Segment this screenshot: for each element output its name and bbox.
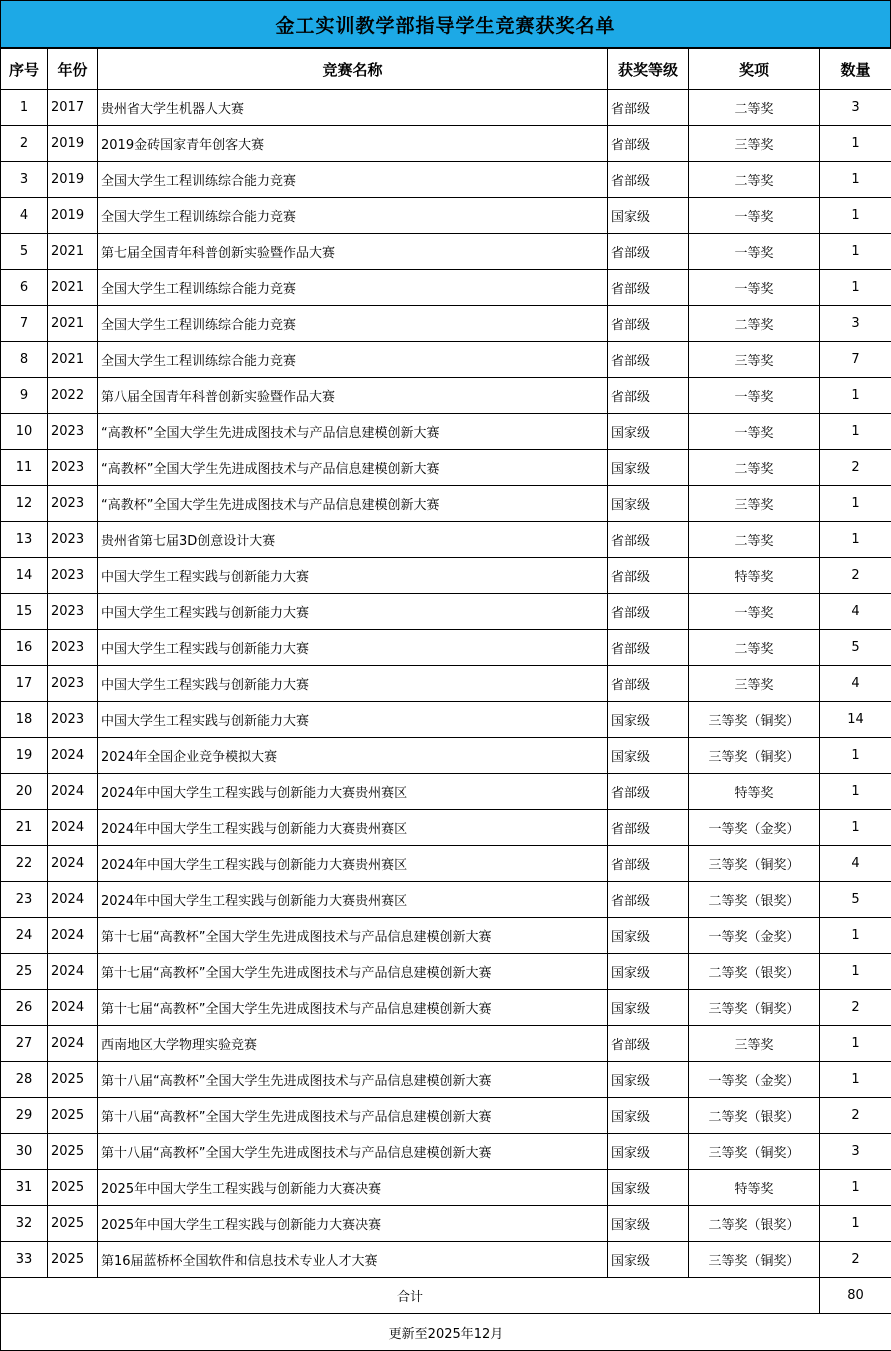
cell-year: 2019 [48, 198, 98, 234]
cell-award: 一等奖 [689, 594, 820, 630]
cell-award: 一等奖（金奖） [689, 810, 820, 846]
cell-level: 国家级 [608, 990, 689, 1026]
cell-no: 15 [1, 594, 48, 630]
table-row [1, 414, 891, 450]
cell-award: 三等奖 [689, 126, 820, 162]
cell-award: 三等奖（铜奖） [689, 702, 820, 738]
cell-award: 一等奖（金奖） [689, 1062, 820, 1098]
cell-count: 1 [820, 198, 891, 234]
cell-name: “高教杯”全国大学生先进成图技术与产品信息建模创新大赛 [98, 486, 608, 522]
table-row [1, 1170, 891, 1206]
cell-award: 二等奖 [689, 162, 820, 198]
cell-year: 2025 [48, 1134, 98, 1170]
header-award: 奖项 [689, 49, 820, 90]
cell-no: 1 [1, 90, 48, 126]
cell-level: 国家级 [608, 1134, 689, 1170]
cell-year: 2023 [48, 558, 98, 594]
cell-award: 一等奖 [689, 198, 820, 234]
cell-count: 2 [820, 1098, 891, 1134]
cell-award: 三等奖（铜奖） [689, 846, 820, 882]
table-row [1, 990, 891, 1026]
table-row [1, 882, 891, 918]
header-year: 年份 [48, 49, 98, 90]
cell-name: 2024年中国大学生工程实践与创新能力大赛贵州赛区 [98, 774, 608, 810]
cell-count: 14 [820, 702, 891, 738]
update-note: 更新至2025年12月 [1, 1314, 891, 1351]
table-row [1, 486, 891, 522]
cell-count: 1 [820, 378, 891, 414]
cell-name: 第十八届“高教杯”全国大学生先进成图技术与产品信息建模创新大赛 [98, 1062, 608, 1098]
cell-year: 2024 [48, 738, 98, 774]
cell-no: 13 [1, 522, 48, 558]
cell-level: 国家级 [608, 702, 689, 738]
cell-award: 特等奖 [689, 774, 820, 810]
cell-count: 1 [820, 1170, 891, 1206]
cell-year: 2025 [48, 1206, 98, 1242]
table-row [1, 270, 891, 306]
cell-award: 一等奖 [689, 270, 820, 306]
table-row [1, 1098, 891, 1134]
cell-level: 省部级 [608, 810, 689, 846]
cell-award: 特等奖 [689, 1170, 820, 1206]
cell-year: 2023 [48, 450, 98, 486]
cell-no: 7 [1, 306, 48, 342]
cell-level: 国家级 [608, 1206, 689, 1242]
cell-count: 1 [820, 954, 891, 990]
table-row [1, 342, 891, 378]
cell-no: 33 [1, 1242, 48, 1278]
cell-year: 2024 [48, 810, 98, 846]
cell-year: 2023 [48, 486, 98, 522]
cell-name: 2024年中国大学生工程实践与创新能力大赛贵州赛区 [98, 882, 608, 918]
cell-count: 4 [820, 594, 891, 630]
cell-award: 三等奖（铜奖） [689, 1242, 820, 1278]
cell-name: 全国大学生工程训练综合能力竞赛 [98, 198, 608, 234]
cell-year: 2024 [48, 1026, 98, 1062]
table-row [1, 306, 891, 342]
cell-year: 2023 [48, 666, 98, 702]
cell-level: 国家级 [608, 198, 689, 234]
cell-no: 24 [1, 918, 48, 954]
cell-level: 省部级 [608, 270, 689, 306]
cell-no: 14 [1, 558, 48, 594]
cell-no: 9 [1, 378, 48, 414]
cell-year: 2022 [48, 378, 98, 414]
table-row [1, 126, 891, 162]
cell-year: 2025 [48, 1062, 98, 1098]
cell-no: 22 [1, 846, 48, 882]
cell-award: 三等奖 [689, 486, 820, 522]
cell-level: 国家级 [608, 1170, 689, 1206]
cell-no: 10 [1, 414, 48, 450]
cell-award: 一等奖（金奖） [689, 918, 820, 954]
cell-no: 28 [1, 1062, 48, 1098]
cell-year: 2024 [48, 774, 98, 810]
cell-award: 二等奖 [689, 630, 820, 666]
cell-year: 2023 [48, 630, 98, 666]
cell-level: 国家级 [608, 450, 689, 486]
cell-level: 省部级 [608, 342, 689, 378]
cell-count: 1 [820, 810, 891, 846]
cell-no: 31 [1, 1170, 48, 1206]
total-row [1, 1278, 891, 1314]
cell-name: 贵州省大学生机器人大赛 [98, 90, 608, 126]
cell-name: 第七届全国青年科普创新实验暨作品大赛 [98, 234, 608, 270]
cell-level: 省部级 [608, 162, 689, 198]
award-table [0, 48, 891, 1351]
cell-name: 全国大学生工程训练综合能力竞赛 [98, 270, 608, 306]
cell-year: 2024 [48, 954, 98, 990]
cell-award: 二等奖 [689, 90, 820, 126]
cell-year: 2025 [48, 1242, 98, 1278]
cell-name: 中国大学生工程实践与创新能力大赛 [98, 630, 608, 666]
cell-count: 4 [820, 846, 891, 882]
cell-name: 全国大学生工程训练综合能力竞赛 [98, 342, 608, 378]
cell-level: 省部级 [608, 90, 689, 126]
cell-level: 国家级 [608, 486, 689, 522]
cell-year: 2021 [48, 306, 98, 342]
cell-count: 1 [820, 162, 891, 198]
cell-no: 20 [1, 774, 48, 810]
cell-name: 第十七届“高教杯”全国大学生先进成图技术与产品信息建模创新大赛 [98, 990, 608, 1026]
cell-level: 省部级 [608, 306, 689, 342]
cell-count: 2 [820, 990, 891, 1026]
table-row [1, 1242, 891, 1278]
total-value: 80 [820, 1278, 891, 1314]
table-row [1, 954, 891, 990]
cell-level: 国家级 [608, 1242, 689, 1278]
table-row [1, 738, 891, 774]
cell-no: 16 [1, 630, 48, 666]
cell-award: 二等奖（银奖） [689, 882, 820, 918]
cell-count: 1 [820, 270, 891, 306]
cell-level: 省部级 [608, 594, 689, 630]
cell-count: 1 [820, 1026, 891, 1062]
cell-year: 2023 [48, 594, 98, 630]
cell-award: 二等奖（银奖） [689, 1206, 820, 1242]
cell-no: 18 [1, 702, 48, 738]
cell-no: 4 [1, 198, 48, 234]
cell-year: 2023 [48, 414, 98, 450]
cell-year: 2021 [48, 342, 98, 378]
cell-name: 第十七届“高教杯”全国大学生先进成图技术与产品信息建模创新大赛 [98, 918, 608, 954]
cell-no: 8 [1, 342, 48, 378]
cell-level: 省部级 [608, 378, 689, 414]
cell-name: 贵州省第七届3D创意设计大赛 [98, 522, 608, 558]
cell-no: 21 [1, 810, 48, 846]
cell-level: 国家级 [608, 1098, 689, 1134]
header-count: 数量 [820, 49, 891, 90]
cell-level: 省部级 [608, 846, 689, 882]
cell-award: 二等奖 [689, 522, 820, 558]
cell-no: 29 [1, 1098, 48, 1134]
cell-no: 17 [1, 666, 48, 702]
table-row [1, 810, 891, 846]
cell-level: 省部级 [608, 666, 689, 702]
sheet-title: 金工实训教学部指导学生竞赛获奖名单 [0, 0, 891, 48]
cell-count: 3 [820, 306, 891, 342]
table-row [1, 1062, 891, 1098]
cell-year: 2024 [48, 990, 98, 1026]
cell-count: 1 [820, 486, 891, 522]
cell-no: 32 [1, 1206, 48, 1242]
cell-year: 2024 [48, 882, 98, 918]
cell-name: 2024年中国大学生工程实践与创新能力大赛贵州赛区 [98, 846, 608, 882]
table-row [1, 522, 891, 558]
cell-year: 2021 [48, 234, 98, 270]
cell-name: 2025年中国大学生工程实践与创新能力大赛决赛 [98, 1170, 608, 1206]
table-row [1, 918, 891, 954]
cell-name: 第八届全国青年科普创新实验暨作品大赛 [98, 378, 608, 414]
cell-level: 省部级 [608, 126, 689, 162]
cell-no: 19 [1, 738, 48, 774]
cell-year: 2019 [48, 126, 98, 162]
cell-award: 二等奖 [689, 306, 820, 342]
cell-count: 5 [820, 882, 891, 918]
cell-award: 特等奖 [689, 558, 820, 594]
cell-no: 11 [1, 450, 48, 486]
cell-award: 三等奖（铜奖） [689, 990, 820, 1026]
header-no: 序号 [1, 49, 48, 90]
table-row [1, 450, 891, 486]
cell-year: 2021 [48, 270, 98, 306]
cell-year: 2023 [48, 522, 98, 558]
cell-year: 2025 [48, 1098, 98, 1134]
cell-level: 省部级 [608, 774, 689, 810]
cell-name: “高教杯”全国大学生先进成图技术与产品信息建模创新大赛 [98, 414, 608, 450]
cell-award: 三等奖 [689, 1026, 820, 1062]
cell-count: 1 [820, 1206, 891, 1242]
cell-level: 国家级 [608, 918, 689, 954]
cell-award: 三等奖 [689, 666, 820, 702]
cell-award: 一等奖 [689, 234, 820, 270]
cell-no: 5 [1, 234, 48, 270]
cell-count: 1 [820, 234, 891, 270]
cell-award: 二等奖 [689, 450, 820, 486]
cell-name: 2019金砖国家青年创客大赛 [98, 126, 608, 162]
cell-award: 二等奖（银奖） [689, 1098, 820, 1134]
cell-count: 2 [820, 1242, 891, 1278]
cell-year: 2025 [48, 1170, 98, 1206]
header-level: 获奖等级 [608, 49, 689, 90]
table-row [1, 198, 891, 234]
cell-name: 中国大学生工程实践与创新能力大赛 [98, 558, 608, 594]
cell-no: 3 [1, 162, 48, 198]
cell-level: 省部级 [608, 1026, 689, 1062]
cell-level: 国家级 [608, 414, 689, 450]
cell-year: 2017 [48, 90, 98, 126]
cell-count: 4 [820, 666, 891, 702]
cell-no: 2 [1, 126, 48, 162]
cell-count: 3 [820, 90, 891, 126]
table-row [1, 162, 891, 198]
cell-level: 省部级 [608, 882, 689, 918]
cell-no: 25 [1, 954, 48, 990]
table-row [1, 594, 891, 630]
cell-name: 第16届蓝桥杯全国软件和信息技术专业人才大赛 [98, 1242, 608, 1278]
cell-no: 6 [1, 270, 48, 306]
cell-count: 2 [820, 450, 891, 486]
cell-name: 2024年中国大学生工程实践与创新能力大赛贵州赛区 [98, 810, 608, 846]
cell-award: 二等奖（银奖） [689, 954, 820, 990]
table-row [1, 234, 891, 270]
cell-name: 第十八届“高教杯”全国大学生先进成图技术与产品信息建模创新大赛 [98, 1098, 608, 1134]
cell-level: 国家级 [608, 1062, 689, 1098]
table-row [1, 846, 891, 882]
table-row [1, 702, 891, 738]
cell-count: 3 [820, 1134, 891, 1170]
table-row [1, 90, 891, 126]
cell-level: 省部级 [608, 522, 689, 558]
cell-no: 26 [1, 990, 48, 1026]
cell-count: 1 [820, 126, 891, 162]
cell-count: 1 [820, 414, 891, 450]
table-row [1, 1026, 891, 1062]
cell-award: 三等奖 [689, 342, 820, 378]
cell-name: 中国大学生工程实践与创新能力大赛 [98, 594, 608, 630]
table-row [1, 558, 891, 594]
table-row [1, 666, 891, 702]
cell-count: 1 [820, 1062, 891, 1098]
cell-year: 2024 [48, 846, 98, 882]
cell-count: 1 [820, 918, 891, 954]
total-label: 合计 [1, 1278, 820, 1314]
cell-name: 2024年全国企业竞争模拟大赛 [98, 738, 608, 774]
cell-name: 中国大学生工程实践与创新能力大赛 [98, 666, 608, 702]
cell-count: 2 [820, 558, 891, 594]
cell-name: 西南地区大学物理实验竞赛 [98, 1026, 608, 1062]
cell-name: 第十七届“高教杯”全国大学生先进成图技术与产品信息建模创新大赛 [98, 954, 608, 990]
cell-name: 中国大学生工程实践与创新能力大赛 [98, 702, 608, 738]
cell-name: 全国大学生工程训练综合能力竞赛 [98, 162, 608, 198]
cell-count: 7 [820, 342, 891, 378]
cell-level: 省部级 [608, 558, 689, 594]
cell-level: 省部级 [608, 630, 689, 666]
cell-no: 30 [1, 1134, 48, 1170]
cell-level: 省部级 [608, 234, 689, 270]
table-row [1, 1206, 891, 1242]
header-name: 竞赛名称 [98, 49, 608, 90]
cell-level: 国家级 [608, 954, 689, 990]
cell-count: 1 [820, 774, 891, 810]
cell-award: 一等奖 [689, 414, 820, 450]
cell-no: 12 [1, 486, 48, 522]
table-row [1, 630, 891, 666]
cell-no: 23 [1, 882, 48, 918]
cell-name: 第十八届“高教杯”全国大学生先进成图技术与产品信息建模创新大赛 [98, 1134, 608, 1170]
table-row [1, 774, 891, 810]
cell-award: 三等奖（铜奖） [689, 738, 820, 774]
header-row [1, 49, 891, 90]
cell-award: 一等奖 [689, 378, 820, 414]
table-row [1, 1134, 891, 1170]
update-row [1, 1314, 891, 1351]
cell-award: 三等奖（铜奖） [689, 1134, 820, 1170]
cell-no: 27 [1, 1026, 48, 1062]
cell-name: 全国大学生工程训练综合能力竞赛 [98, 306, 608, 342]
cell-count: 1 [820, 522, 891, 558]
cell-count: 5 [820, 630, 891, 666]
cell-name: “高教杯”全国大学生先进成图技术与产品信息建模创新大赛 [98, 450, 608, 486]
cell-level: 国家级 [608, 738, 689, 774]
cell-year: 2019 [48, 162, 98, 198]
cell-count: 1 [820, 738, 891, 774]
cell-name: 2025年中国大学生工程实践与创新能力大赛决赛 [98, 1206, 608, 1242]
table-row [1, 378, 891, 414]
cell-year: 2023 [48, 702, 98, 738]
cell-year: 2024 [48, 918, 98, 954]
